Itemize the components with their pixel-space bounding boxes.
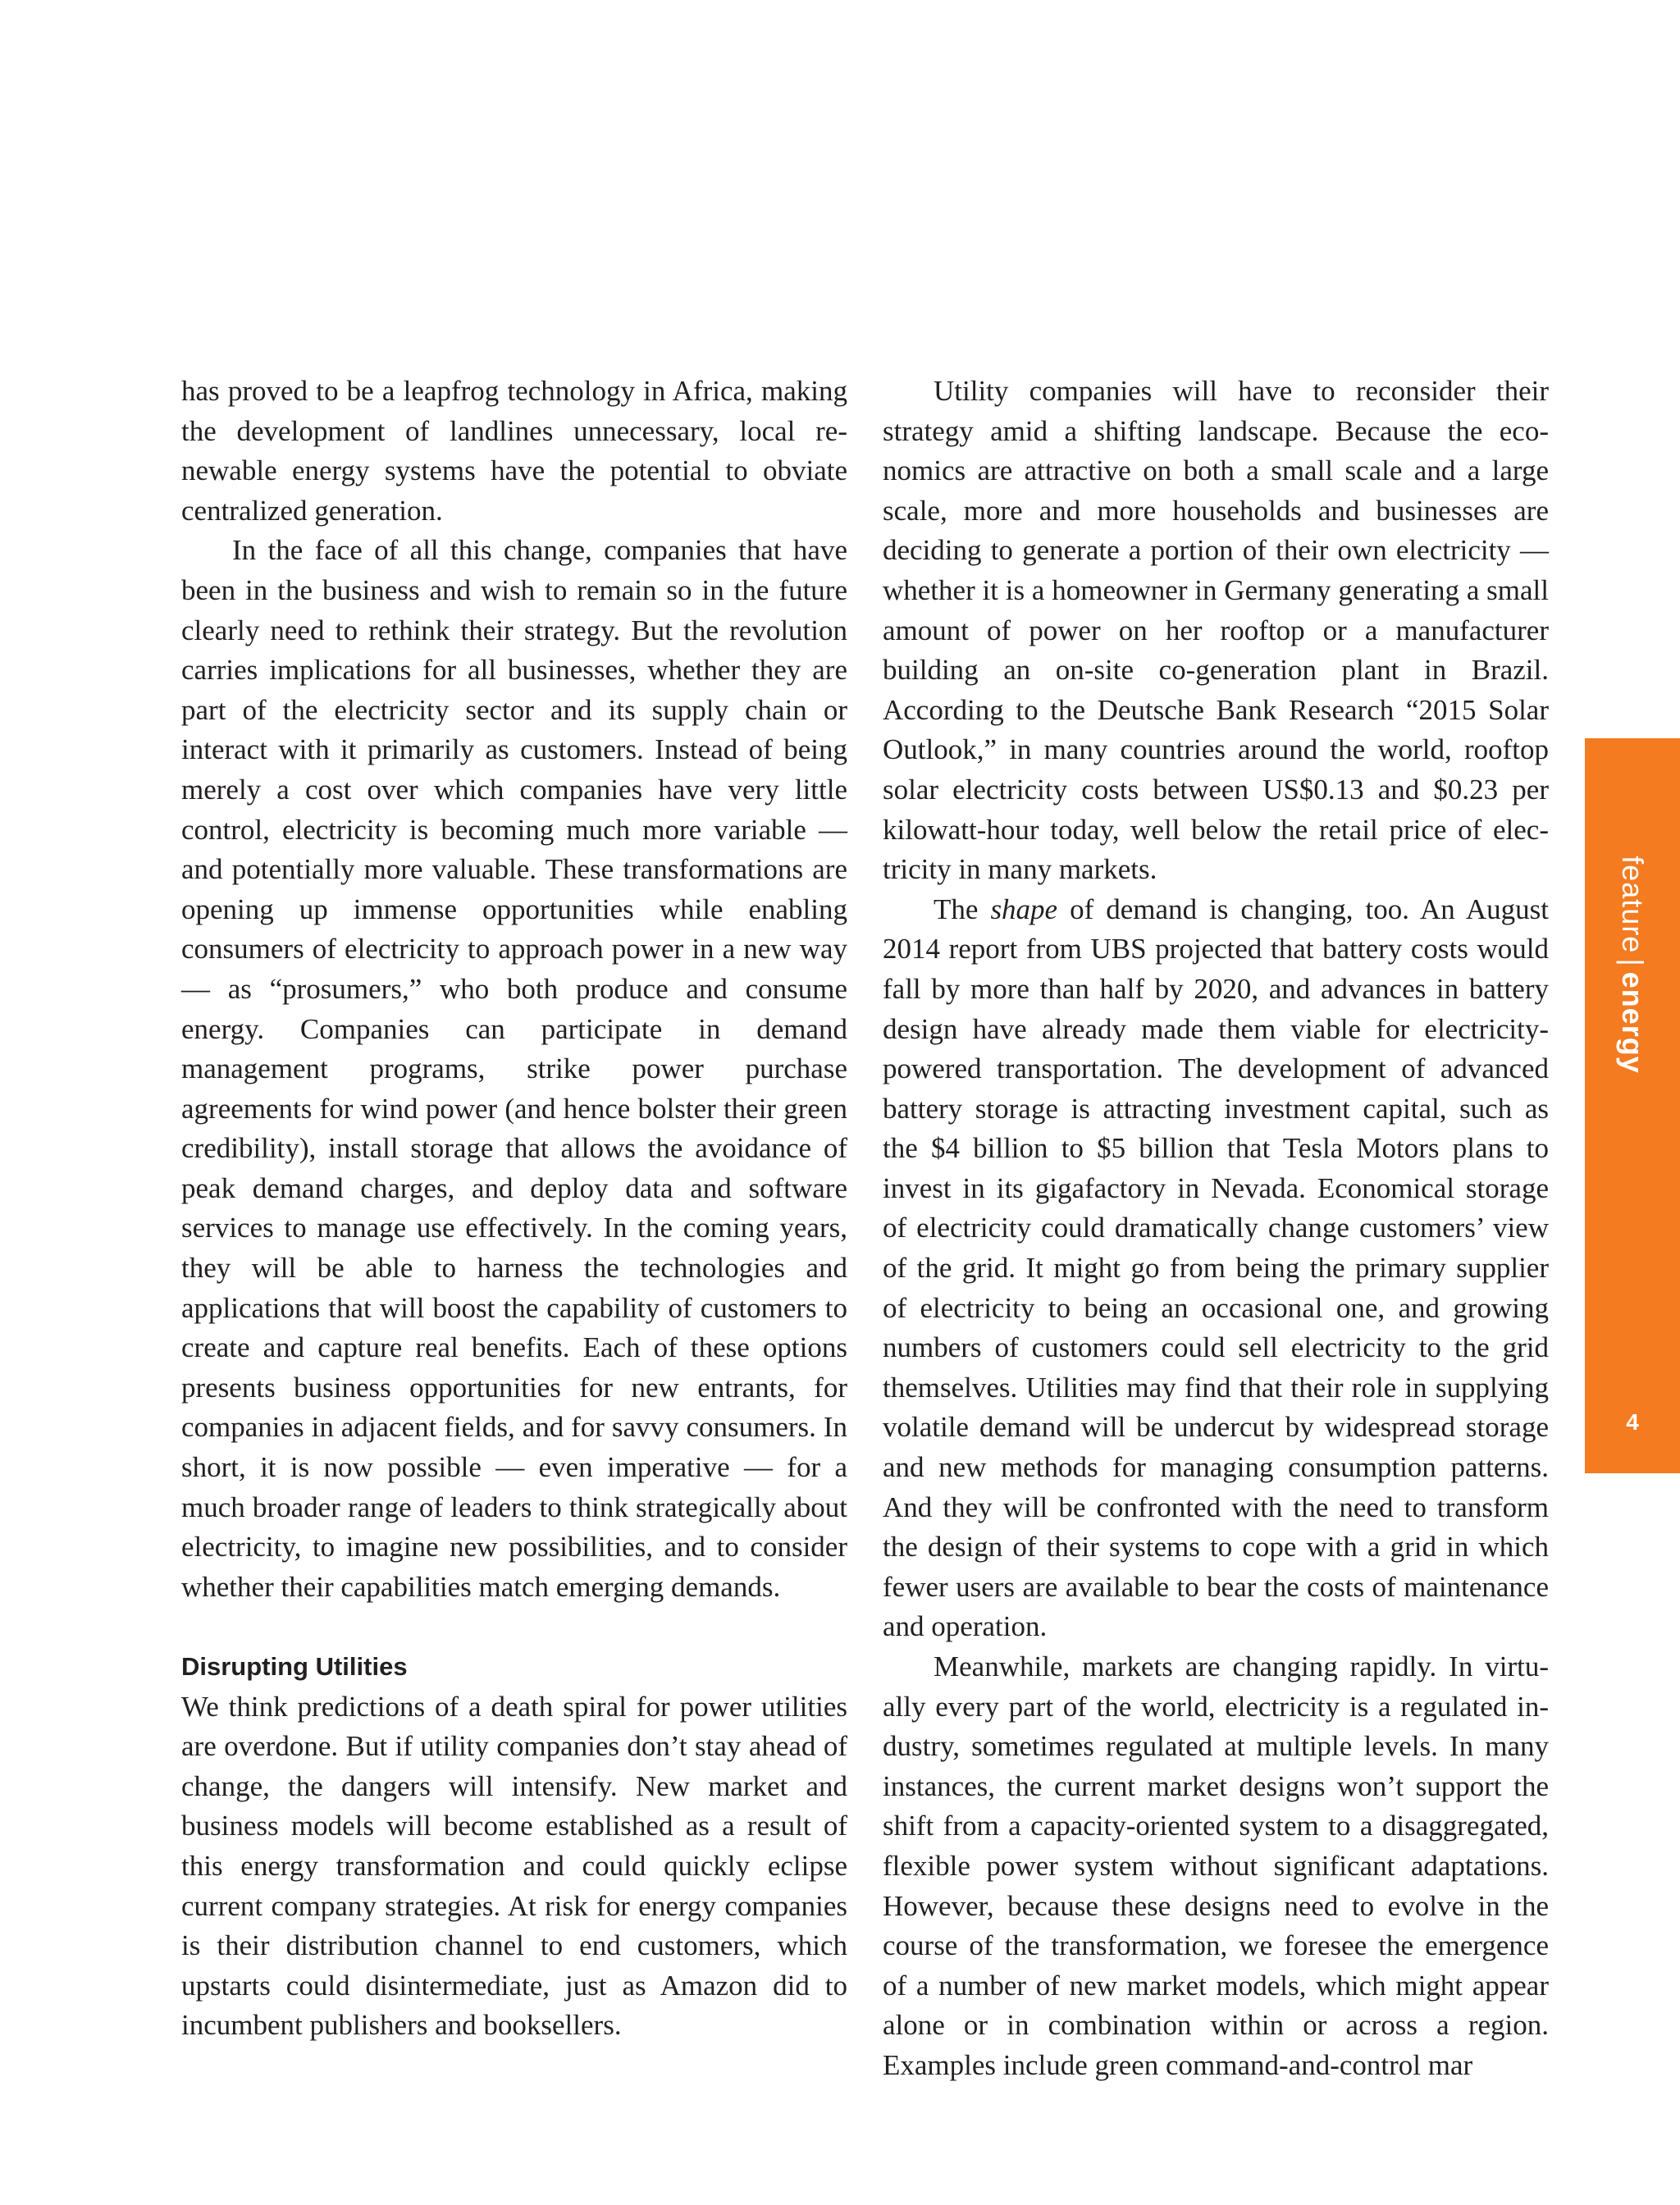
side-tab-separator: | <box>1616 958 1650 967</box>
page-number: 4 <box>1626 1409 1639 1435</box>
body-paragraph: has proved to be a leapfrog technology in Africa, making the development of landlines unnecessary, local renewable energy systems have the potential to obviate centralized generation. <box>181 375 847 527</box>
section-side-tab <box>1585 738 1680 1473</box>
side-tab-label <box>1615 856 1650 1074</box>
paragraph-rest: of demand is changing, too. An August 2014 report from UBS projected that battery costs would fall by more than half by 2020, and advances in battery design have already made them viable for electricity-powered transportation. The development of advanced battery storage is attracting investment capital, such as the $4 billion to $5 billion that Tesla Motors plans to invest in its gigafactory in Nevada. Economical storage of electricity could dramatically change customers’ view of the grid. It might go from being the primary supplier of electricity to being an occasional one, and growing numbers of customers could sell electricity to the grid themselves. Utilities may find that their role in supplying volatile demand will be undercut by widespread storage and new methods for managing consumption patterns. And they will be confronted with the need to transform the design of their systems to cope with a grid in which fewer users are available to bear the costs of maintenance and operation. <box>883 892 1550 1643</box>
paragraph-lead: The <box>934 892 979 925</box>
body-paragraph <box>883 890 1549 1647</box>
left-column <box>181 372 847 2046</box>
body-paragraph: In the face of all this change, companies that have been in the business and wish to remain so in the future clearly need to rethink their strategy. But the revolution carries implications for all businesses, whether they are part of the electricity sector and its supply chain or interact with it primarily as customers. Instead of being merely a cost over which companies have very little control, electricity is becoming much more variable — and potentially more valuable. These transformations are opening up immense opportunities while enabling consumers of electricity to approach power in a new way — as “prosumers,” who both produce and consume energy. Companies can participate in demand management programs, strike power purchase agreements for wind power (and hence bolster their green credibility), install storage that allows the avoidance of peak demand charges, and deploy data and software services to manage use effectively. In the coming years, they will be able to harness the technologies and applications that will boost the capability of customers to create and capture real benefits. Each of these options presents business opportunities for new entrants, for companies in adjacent fields, and for savvy consumers. In short, it is now possible — even imperative — for a much broader range of leaders to think strategically about electricity, to imagine new possibilities, and to consider whether their capabilities match emerging demands. <box>181 534 847 1603</box>
body-paragraph: We think predictions of a death spiral for power utilities are overdone. But if utility companies don’t stay ahead of change, the dangers will intensify. New market and business models will become established as a result of this energy transformation and could quickly eclipse current company strategies. At risk for energy companies is their distribution channel to end customers, which upstarts could disintermediate, just as Amazon did to incumbent publishers and booksellers. <box>181 1690 847 2042</box>
side-tab-section-bold: energy <box>1616 971 1650 1074</box>
side-tab-section-light: feature <box>1616 856 1650 954</box>
section-heading: Disrupting Utilities <box>181 1652 408 1681</box>
emphasized-word: shape <box>990 892 1058 925</box>
body-paragraph: Meanwhile, markets are changing rapidly. In virtually every part of the world, electricity is a regulated industry, sometimes regulated at multiple levels. In many instances, the current market designs won’t support the shift from a capacity-oriented system to a disaggregated, flexible power system without significant adaptations. However, because these designs need to evolve in the course of the transformation, we foresee the emergence of a number of new market models, which might appear alone or in combination within or across a region. Examples include green command-and-control mar <box>883 1650 1549 2081</box>
right-column <box>883 372 1549 2086</box>
body-paragraph: Utility companies will have to reconsider their strategy amid a shifting landscape. Because the economics are attractive on both a small scale and a large scale, more and more households and businesses are deciding to generate a portion of their own electricity — whether it is a homeowner in Germany generating a small amount of power on her rooftop or a manufacturer building an on-site co-generation plant in Brazil. According to the Deutsche Bank Research “2015 Solar Outlook,” in many countries around the world, rooftop solar electricity costs between US$0.13 and $0.23 per kilowatt-hour today, well below the retail price of electricity in many markets. <box>883 375 1549 886</box>
